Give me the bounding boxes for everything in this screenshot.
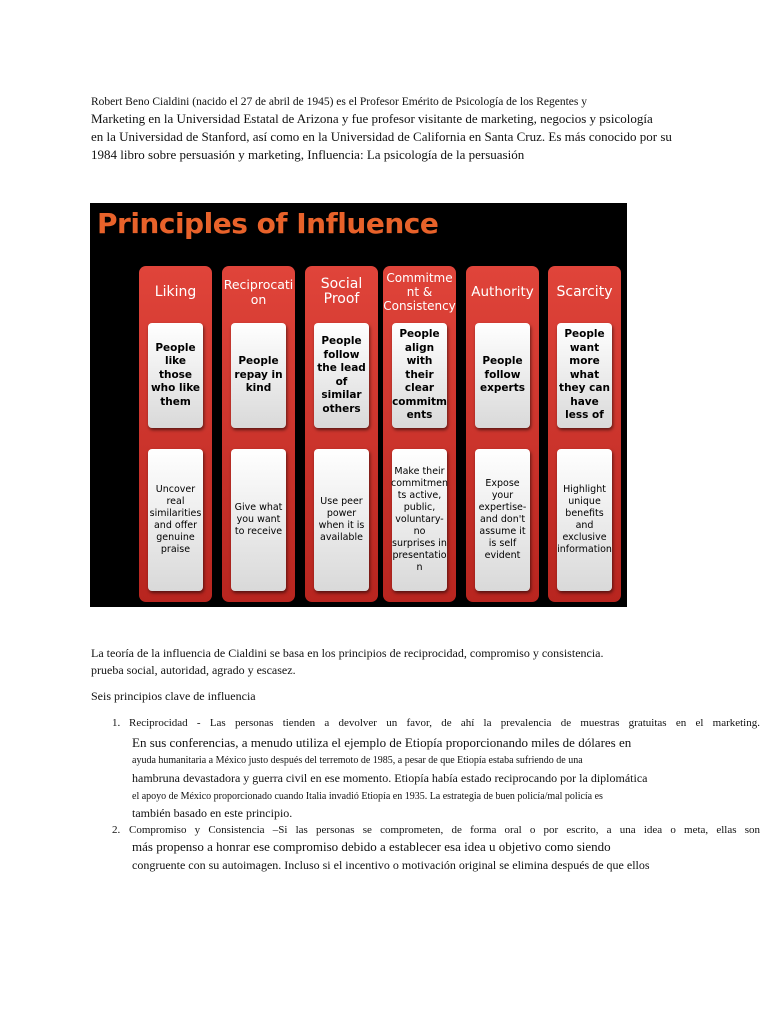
application-card: Uncover real similarities and offer genuine praise — [148, 449, 203, 591]
column-heading: Commitme nt & Consistency — [383, 271, 456, 313]
intro-line: Marketing en la Universidad Estatal de Arizona y fue profesor visitante de marketing, negocios y psicología — [91, 111, 653, 126]
application-card: Make their commitmen ts active, public, voluntary- no surprises in presentatio n — [392, 449, 447, 591]
list-item-line: el apoyo de México proporcionado cuando Italia invadió Etiopía en 1935. La estrategia de buen policía/mal policía es — [132, 791, 603, 802]
principle-card: People follow the lead of similar others — [314, 323, 369, 428]
principle-card: People like those who like them — [148, 323, 203, 428]
column-heading: Scarcity — [556, 283, 613, 300]
intro-line: Robert Beno Cialdini (nacido el 27 de abril de 1945) es el Profesor Emérito de Psicología de los Regentes y — [91, 96, 587, 108]
list-item-line: congruente con su autoimagen. Incluso si el incentivo o motivación original se elimina después de que ellos — [132, 858, 650, 872]
principle-card: People align with their clear commitm ents — [392, 323, 447, 428]
figure-title: Principles of Influence — [97, 207, 439, 240]
principle-card: People follow experts — [475, 323, 530, 428]
column-heading: Social Proof — [320, 276, 363, 307]
list-item-first-line: Reciprocidad - Las personas tienden a devolver un favor, de ahí la prevalencia de muestras gratuitas en el marketing. — [129, 717, 760, 729]
theory-line: prueba social, autoridad, agrado y escasez. — [91, 663, 296, 677]
column-heading: Liking — [154, 283, 197, 300]
theory-paragraph — [91, 645, 604, 679]
column-scarcity — [548, 266, 621, 602]
list-item-line: más propenso a honrar ese compromiso debido a establecer esa idea u objetivo como siendo — [132, 839, 611, 854]
application-card: Use peer power when it is available — [314, 449, 369, 591]
column-social-proof — [305, 266, 378, 602]
list-item — [112, 717, 760, 827]
application-card: Expose your expertise- and don't assume it is self evident — [475, 449, 530, 591]
column-reciprocation — [222, 266, 295, 602]
column-heading: Authority — [471, 283, 534, 300]
column-commitment-consistency — [383, 266, 456, 602]
list-item-line: hambruna devastadora y guerra civil en ese momento. Etiopía había estado reciprocando por la diplomática — [132, 771, 648, 785]
application-card: Highlight unique benefits and exclusive information — [557, 449, 612, 591]
list-item-line: ayuda humanitaria a México justo después del terremoto de 1985, a pesar de que Etiopía estaba sufriendo de una — [132, 755, 583, 766]
section-heading: Seis principios clave de influencia — [91, 689, 256, 703]
list-item-first-line: Compromiso y Consistencia –Si las personas se comprometen, de forma oral o por escrito, a una idea o meta, ellas son — [129, 824, 760, 836]
intro-paragraph — [91, 94, 691, 164]
list-item — [112, 824, 760, 884]
list-number: 2. — [112, 824, 121, 836]
column-authority — [466, 266, 539, 602]
column-heading: Reciprocati on — [223, 277, 294, 307]
list-number: 1. — [112, 717, 121, 729]
intro-line: en la Universidad de Stanford, así como en la Universidad de California en Santa Cruz. Es más conocido por su — [91, 129, 672, 144]
theory-line: La teoría de la influencia de Cialdini se basa en los principios de reciprocidad, compromiso y consistencia. — [91, 646, 604, 660]
list-item-line: también basado en este principio. — [132, 806, 293, 820]
list-item-line: En sus conferencias, a menudo utiliza el ejemplo de Etiopía proporcionando miles de dólares en — [132, 735, 632, 750]
principle-card: People repay in kind — [231, 323, 286, 428]
application-card: Give what you want to receive — [231, 449, 286, 591]
column-liking — [139, 266, 212, 602]
principles-of-influence-figure — [90, 203, 627, 607]
principle-card: People want more what they can have less of — [557, 323, 612, 428]
intro-line: 1984 libro sobre persuasión y marketing, Influencia: La psicología de la persuasión — [91, 147, 525, 162]
